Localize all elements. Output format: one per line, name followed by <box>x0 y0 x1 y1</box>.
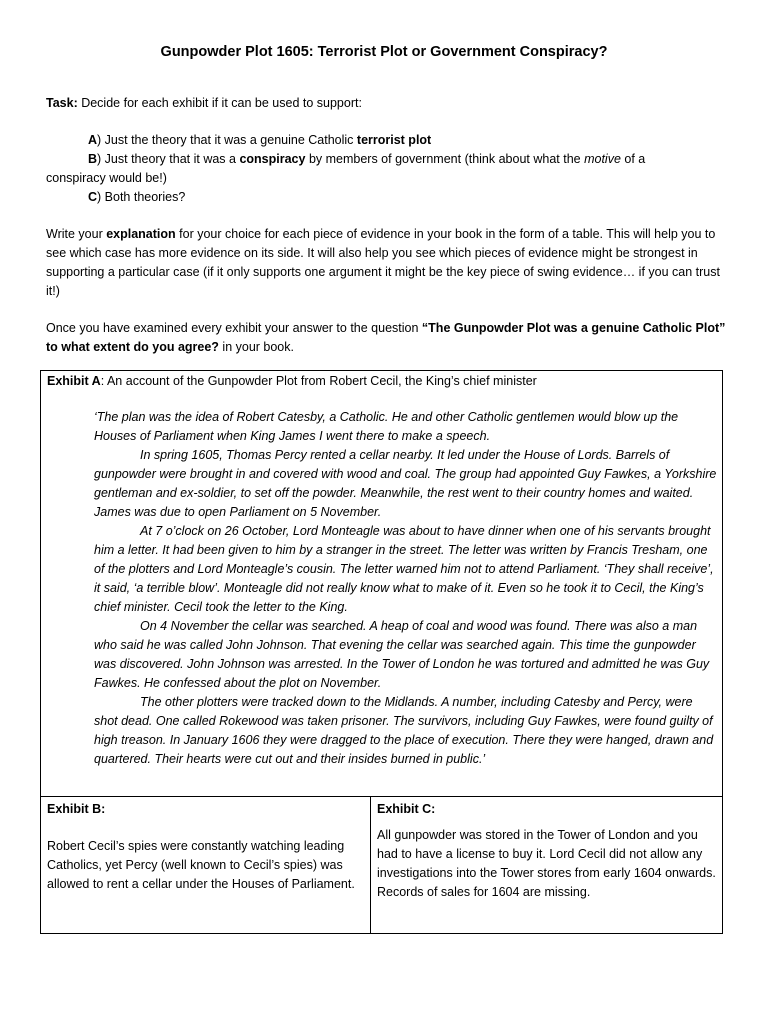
page-title: Gunpowder Plot 1605: Terrorist Plot or Government Conspiracy? <box>160 44 608 60</box>
options-list <box>46 131 696 207</box>
task-label: Task: <box>46 96 78 110</box>
option-b-bold: conspiracy <box>239 152 306 166</box>
exhibit-a-label: Exhibit A <box>47 374 101 388</box>
explanation-text2: for your choice for each piece of evidence in your book in the form of a table. This will help you to see which case has more evidence on its side. It will also help you see which pieces of evidence might be strongest in supporting a particular case (if it only supports one argument it might be the key piece of swing evidence… if you can trust it!) <box>46 227 720 298</box>
option-b-italic: motive <box>584 152 621 166</box>
option-b-text3: of a conspiracy would be!) <box>46 152 646 185</box>
question-text2: in your book. <box>218 340 294 354</box>
option-b-text1: ) Just theory that it was a <box>97 152 240 166</box>
task-text: Decide for each exhibit if it can be used to support: <box>77 96 362 110</box>
option-b <box>46 150 696 188</box>
option-a-text: ) Just the theory that it was a genuine Catholic <box>97 133 357 147</box>
option-a <box>46 131 696 150</box>
explanation-text1: Write your <box>46 227 107 241</box>
exhibit-a-paragraph: At 7 o’clock on 26 October, Lord Monteagle was about to have dinner when one of his servants brought him a letter. It had been given to him by a stranger in the street. The letter was written by Francis Tresham, one of the plotters and Lord Monteagle’s cousin. The letter warned him not to attend Parliament. ‘They shall receive’, it said, ‘a terrible blow’. Monteagle did not really know what to make of it. Even so he took it to Cecil, the King’s chief minister. Cecil took the letter to the King. <box>94 524 714 614</box>
exhibit-a-paragraph: The other plotters were tracked down to the Midlands. A number, including Catesby and Percy, were shot dead. One called Rokewood was taken prisoner. The survivors, including Guy Fawkes, were found guilty of high treason. In January 1606 they were dragged to the place of execution. There they were hanged, drawn and quartered. Their hearts were cut out and their insides burned in public.’ <box>94 695 714 766</box>
task-line <box>46 94 362 113</box>
question-bold: “The Gunpowder Plot was a genuine Catholic Plot” to what extent do you agree? <box>46 321 726 354</box>
exhibits-table <box>40 370 723 934</box>
exhibit-a-paragraph: ‘The plan was the idea of Robert Catesby, a Catholic. He and other Catholic gentlemen would blow up the Houses of Parliament when King James I went there to make a speech. <box>94 410 679 443</box>
question-paragraph <box>46 319 726 357</box>
exhibit-c-label: Exhibit C: <box>377 802 436 816</box>
explanation-bold: explanation <box>106 227 176 241</box>
option-a-letter: A <box>88 133 98 147</box>
exhibit-c-cell <box>370 796 723 934</box>
option-c-letter: C <box>88 190 98 204</box>
option-b-text2: by members of government (think about what the <box>305 152 585 166</box>
exhibit-c-text: All gunpowder was stored in the Tower of London and you had to have a license to buy it. Lord Cecil did not allow any investigations into the Tower stores from early 1604 onwards. Records of sales for 1604 are missing. <box>377 828 716 899</box>
exhibit-b-text: Robert Cecil’s spies were constantly watching leading Catholics, yet Percy (well known to Cecil’s spies) was allowed to rent a cellar under the Houses of Parliament. <box>47 839 355 891</box>
explanation-paragraph <box>46 225 726 301</box>
exhibit-a-cell <box>40 370 723 797</box>
option-a-bold: terrorist plot <box>356 133 432 147</box>
option-c-text: ) Both theories? <box>97 190 186 204</box>
exhibit-b-label: Exhibit B: <box>47 802 106 816</box>
exhibit-a-heading <box>47 372 537 391</box>
exhibit-a-heading-text: : An account of the Gunpowder Plot from Robert Cecil, the King’s chief minister <box>100 374 537 388</box>
exhibit-a-paragraph: In spring 1605, Thomas Percy rented a cellar nearby. It led under the House of Lords. Barrels of gunpowder were brought in and covered with wood and coal. The group had appointed Guy Fawkes, a Yorkshire gentleman and ex-soldier, to set off the powder. Meanwhile, the rest went to their country homes and waited. James was due to open Parliament on 5 November. <box>94 448 717 519</box>
exhibit-a-quote <box>94 408 719 769</box>
exhibit-b-cell <box>40 796 371 934</box>
question-text1: Once you have examined every exhibit your answer to the question <box>46 321 422 335</box>
option-c <box>46 188 696 207</box>
option-b-letter: B <box>88 152 98 166</box>
exhibit-a-paragraph: On 4 November the cellar was searched. A heap of coal and wood was found. There was also a man who said he was called John Johnson. That evening the cellar was searched again. This time the gunpowder was discovered. John Johnson was arrested. In the Tower of London he was tortured and admitted he was Guy Fawkes. He confessed about the plot on November. <box>94 619 710 690</box>
